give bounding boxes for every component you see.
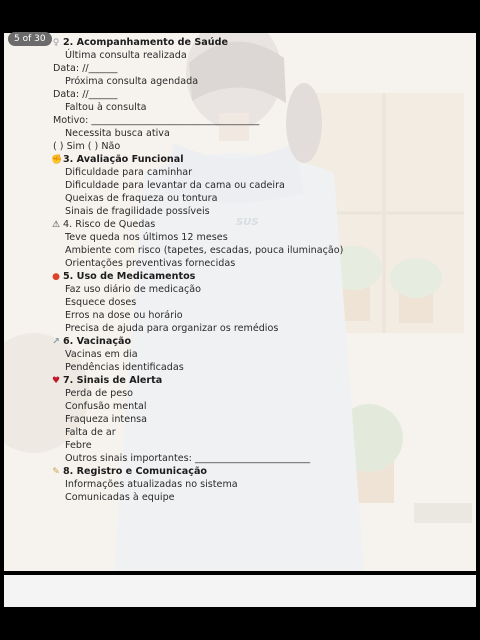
list-item xyxy=(65,323,278,335)
list-item xyxy=(65,401,147,413)
document-page xyxy=(4,33,476,571)
list-item xyxy=(65,50,187,62)
section-title: 6. Vacinação xyxy=(63,336,132,347)
item-text: Outros sinais importantes: ________________________ xyxy=(65,453,311,464)
item-text: Esquece doses xyxy=(65,297,137,308)
list-item xyxy=(65,453,310,465)
list-item xyxy=(53,115,259,127)
section-heading xyxy=(51,466,207,478)
item-text: Confusão mental xyxy=(65,401,147,412)
list-item xyxy=(65,297,136,309)
section-title: 8. Registro e Comunicação xyxy=(63,466,208,477)
item-text: Perda de peso xyxy=(65,388,134,399)
page-indicator: 5 of 30 xyxy=(8,32,52,46)
section-heading xyxy=(51,271,195,283)
list-item xyxy=(65,310,183,322)
bottom-panel xyxy=(4,575,476,607)
list-item xyxy=(65,258,235,270)
item-text: Sinais de fragilidade possíveis xyxy=(65,206,210,217)
section-title: 5. Uso de Medicamentos xyxy=(63,271,196,282)
muscle-icon: ✊ xyxy=(51,155,63,165)
item-text: Faltou à consulta xyxy=(65,102,147,113)
item-text: Precisa de ajuda para organizar os remédios xyxy=(65,323,279,334)
item-text: Ambiente com risco (tapetes, escadas, pouca iluminação) xyxy=(65,245,344,256)
item-text: Necessita busca ativa xyxy=(65,128,170,139)
list-item xyxy=(65,167,192,179)
item-text: Última consulta realizada xyxy=(65,50,187,61)
item-text: Erros na dose ou horário xyxy=(65,310,183,321)
list-item xyxy=(65,414,147,426)
syringe-icon: ↗ xyxy=(52,337,60,347)
section-heading xyxy=(51,375,162,387)
item-text: Data: //______ xyxy=(53,89,118,100)
item-text: Comunicadas à equipe xyxy=(65,492,175,503)
stethoscope-icon: ♀ xyxy=(52,38,60,48)
item-text: Próxima consulta agendada xyxy=(65,76,199,87)
item-text: Febre xyxy=(65,440,92,451)
list-item xyxy=(53,141,120,153)
list-item xyxy=(65,180,285,192)
item-text: Dificuldade para levantar da cama ou cadeira xyxy=(65,180,285,191)
section-title: 2. Acompanhamento de Saúde xyxy=(63,37,228,48)
item-text: Informações atualizadas no sistema xyxy=(65,479,238,490)
warning-icon: ⚠ xyxy=(51,220,61,230)
pill-icon: ● xyxy=(52,272,60,282)
memo-icon: ✎ xyxy=(52,467,60,477)
item-text: Falta de ar xyxy=(65,427,116,438)
section-heading xyxy=(51,37,228,49)
heart-icon: ♥ xyxy=(51,376,61,386)
list-item xyxy=(65,440,92,452)
list-item xyxy=(65,245,343,257)
background-badge-text: SUS xyxy=(236,217,259,228)
item-text: Dificuldade para caminhar xyxy=(65,167,193,178)
list-item xyxy=(65,492,175,504)
list-item xyxy=(65,349,138,361)
item-text: ( ) Sim ( ) Não xyxy=(53,141,121,152)
document-viewer[interactable] xyxy=(4,33,476,571)
list-item xyxy=(65,76,198,88)
item-text: Data: //______ xyxy=(53,63,118,74)
item-text: Orientações preventivas fornecidas xyxy=(65,258,236,269)
list-item xyxy=(65,388,133,400)
section-title: 7. Sinais de Alerta xyxy=(63,375,163,386)
section-title: 4. Risco de Quedas xyxy=(63,219,156,230)
section-title: 3. Avaliação Funcional xyxy=(63,154,184,165)
list-item xyxy=(65,427,116,439)
item-text: Pendências identificadas xyxy=(65,362,184,373)
list-item xyxy=(65,128,170,140)
item-text: Teve queda nos últimos 12 meses xyxy=(65,232,228,243)
list-item xyxy=(65,102,146,114)
list-item xyxy=(65,362,184,374)
list-item xyxy=(65,206,210,218)
list-item xyxy=(53,63,117,75)
list-item xyxy=(65,193,217,205)
section-heading xyxy=(51,154,184,166)
list-item xyxy=(65,284,201,296)
list-item xyxy=(65,479,238,491)
section-heading xyxy=(51,336,131,348)
item-text: Faz uso diário de medicação xyxy=(65,284,201,295)
list-item xyxy=(53,89,117,101)
item-text: Fraqueza intensa xyxy=(65,414,148,425)
item-text: Motivo: ___________________________________ xyxy=(53,115,260,126)
item-text: Vacinas em dia xyxy=(65,349,138,360)
section-heading xyxy=(51,219,155,231)
item-text: Queixas de fraqueza ou tontura xyxy=(65,193,218,204)
list-item xyxy=(65,232,228,244)
